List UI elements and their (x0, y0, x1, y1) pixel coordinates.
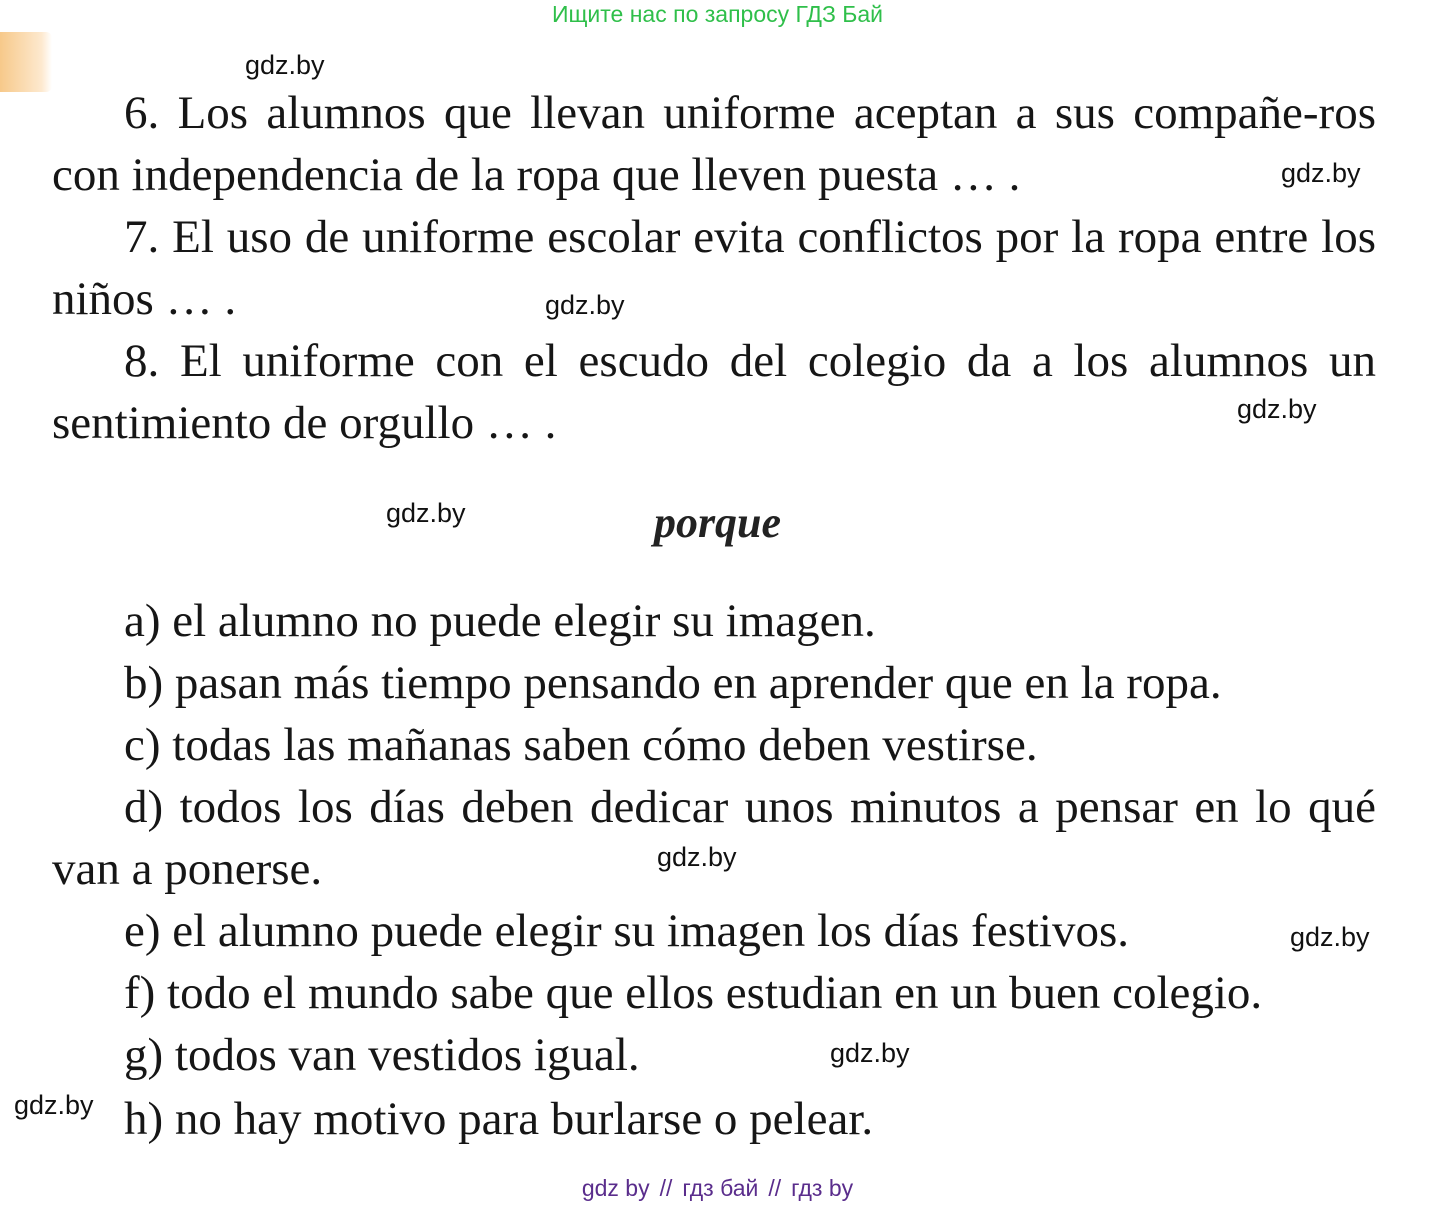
watermark: gdz.by (1237, 394, 1317, 424)
watermark: gdz.by (657, 842, 737, 872)
option-d: d) todos los días deben dedicar unos minutos a pensar en lo qué van a ponerse. (52, 781, 1376, 895)
footer-links (0, 1174, 1435, 1202)
connector-word: porque (653, 498, 782, 547)
top-banner-link[interactable]: Ищите нас по запросу ГДЗ Бай (551, 1, 884, 27)
corner-tab (0, 32, 52, 92)
option-h: h) no hay motivo para burlarse o pelear. (124, 1093, 874, 1145)
option-c: c) todas las mañanas saben cómo deben vestirse. (124, 719, 1038, 771)
watermark: gdz.by (1281, 158, 1361, 188)
watermark: gdz.by (14, 1090, 94, 1120)
watermark: gdz.by (545, 290, 625, 320)
watermark: gdz.by (830, 1038, 910, 1068)
option-b: b) pasan más tiempo pensando en aprender que en la ropa. (124, 657, 1222, 709)
exercise-item-8: 8. El uniforme con el escudo del colegio da a los alumnos un sentimiento de orgullo … . (52, 335, 1376, 449)
option-f: f) todo el mundo sabe que ellos estudian en un buen colegio. (124, 967, 1263, 1019)
footer-link-gdz-bai[interactable]: гдз бай (682, 1175, 759, 1201)
option-a: a) el alumno no puede elegir su imagen. (124, 595, 876, 647)
exercise-item-7: 7. El uso de uniforme escolar evita conflictos por la ropa entre los niños … . (52, 211, 1376, 325)
watermark: gdz.by (386, 498, 466, 528)
option-g: g) todos van vestidos igual. (124, 1029, 640, 1081)
exercise-item-6: 6. Los alumnos que llevan uniforme aceptan a sus compañe-ros con independencia de la ropa que lleven puesta … . (52, 87, 1376, 201)
footer-link-gdz-by-cyr[interactable]: гдз by (791, 1175, 854, 1201)
option-e: e) el alumno puede elegir su imagen los días festivos. (124, 905, 1130, 957)
watermark: gdz.by (1290, 922, 1370, 952)
footer-separator: // (659, 1175, 673, 1201)
footer-separator: // (768, 1175, 782, 1201)
footer-link-gdz-by[interactable]: gdz by (581, 1175, 650, 1201)
watermark: gdz.by (245, 50, 325, 80)
